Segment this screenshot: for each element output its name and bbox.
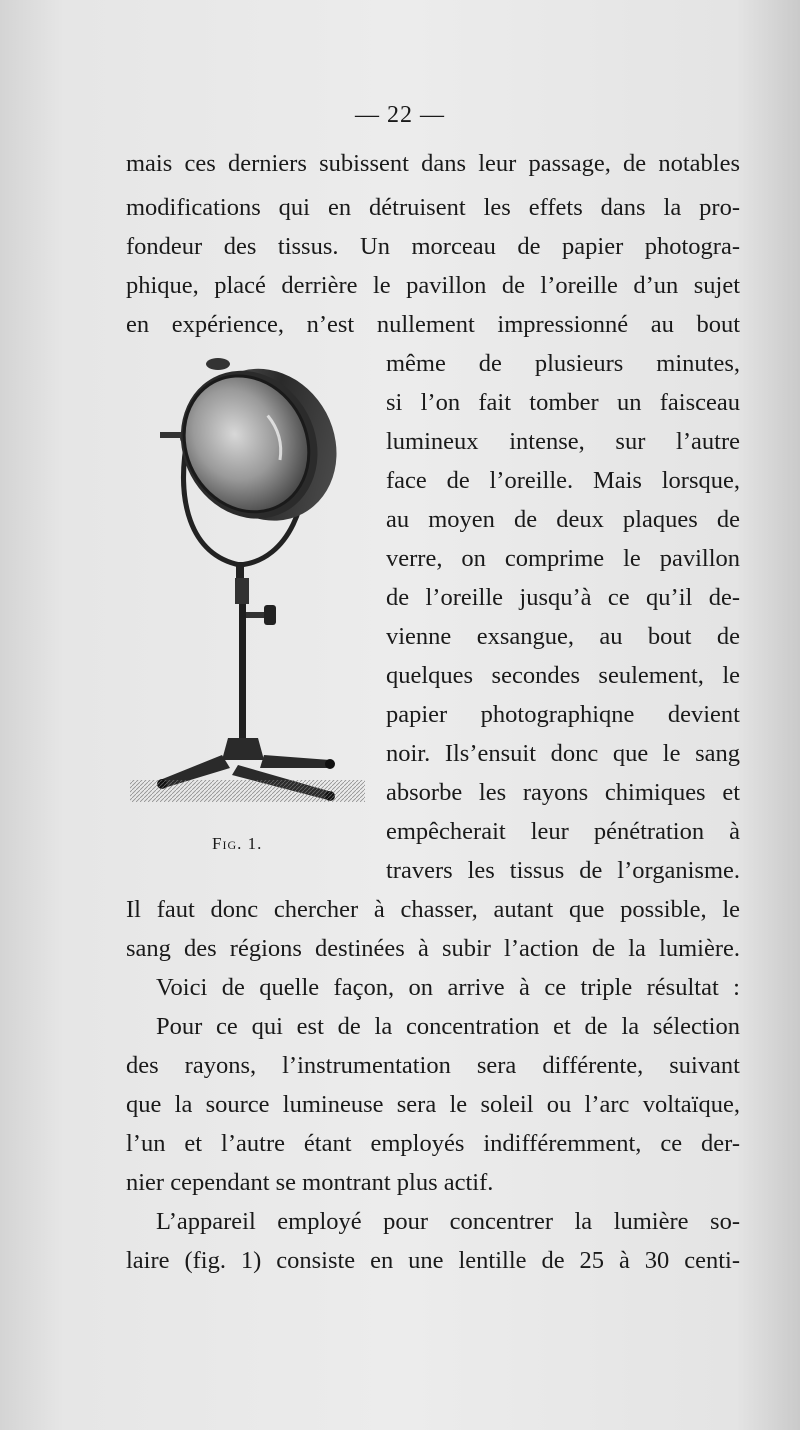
text-line: Voici de quelle façon, on arrive à ce triple résultat : [156,974,740,1001]
text-line: papier photographiqne devient [386,701,740,728]
text-line: modifications qui en détruisent les effets dans la pro- [126,194,740,221]
text-line: phique, placé derrière le pavillon de l’oreille d’un sujet [126,272,740,299]
text-line: en expérience, n’est nullement impressionné au bout [126,311,740,338]
figure-caption: Fig. 1. [212,834,263,853]
text-line: même de plusieurs minutes, [386,350,740,377]
text-line: de l’oreille jusqu’à ce qu’il de- [386,584,740,611]
lens-on-stand-icon [120,350,370,820]
text-line: travers les tissus de l’organisme. [386,857,740,884]
text-line: noir. Ils’ensuit donc que le sang [386,740,740,767]
text-line: l’un et l’autre étant employés indifféremment, ce der- [126,1130,740,1157]
text-line: face de l’oreille. Mais lorsque, [386,467,740,494]
text-line: nier cependant se montrant plus actif. [126,1169,494,1196]
text-line: empêcherait leur pénétration à [386,818,740,845]
text-line: sang des régions destinées à subir l’action de la lumière. [126,935,740,962]
text-line: quelques secondes seulement, le [386,662,740,689]
text-line: absorbe les rayons chimiques et [386,779,740,806]
text-line: si l’on fait tomber un faisceau [386,389,740,416]
text-line: laire (fig. 1) consiste en une lentille de 25 à 30 centi- [126,1247,740,1274]
text-line: lumineux intense, sur l’autre [386,428,740,455]
text-line: L’appareil employé pour concentrer la lumière so- [156,1208,740,1235]
text-line: mais ces derniers subissent dans leur passage, de notables [126,150,740,177]
text-line: Il faut donc chercher à chasser, autant que possible, le [126,896,740,923]
text-line: des rayons, l’instrumentation sera différente, suivant [126,1052,740,1079]
text-line: fondeur des tissus. Un morceau de papier photogra- [126,233,740,260]
text-line: que la source lumineuse sera le soleil ou l’arc voltaïque, [126,1091,740,1118]
page-number: — 22 — [355,102,445,128]
text-line: vienne exsangue, au bout de [386,623,740,650]
text-line: au moyen de deux plaques de [386,506,740,533]
text-line: verre, on comprime le pavillon [386,545,740,572]
text-line: Pour ce qui est de la concentration et de la sélection [156,1013,740,1040]
